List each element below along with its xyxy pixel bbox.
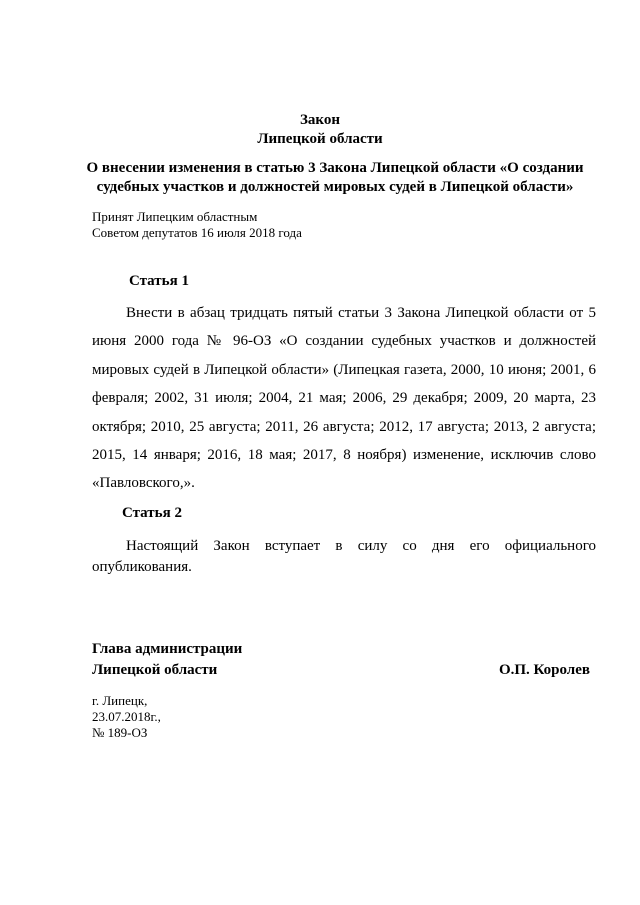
adoption-line-2: Советом депутатов 16 июля 2018 года: [92, 225, 302, 240]
law-subject: О внесении изменения в статью 3 Закона Липецкой области «О создании судебных участков и должностей мировых судей в Липецкой области»: [86, 160, 584, 195]
law-region: Липецкой области: [257, 131, 383, 147]
footer-city: г. Липецк,: [92, 693, 148, 708]
signatory-position-line-2: Липецкой области: [92, 662, 218, 678]
article-1-body: Внести в абзац тридцать пятый статьи 3 Закона Липецкой области от 5 июня 2000 года № 96-ОЗ «О создании судебных участков и должностей мировых судей в Липецкой области» (Липецкая газета, 2000, 10 июня; 2001, 6 февраля; 2002, 31 июля; 2004, 21 мая; 2006, 29 декабря; 2009, 20 марта, 23 октября; 2010, 25 августа; 2011, 26 августа; 2012, 17 августа; 2013, 2 августа; 2015, 14 января; 2016, 18 мая; 2017, 8 ноября) изменение, исключив слово «Павловского,».: [92, 305, 596, 492]
footer-number: № 189-ОЗ: [92, 725, 148, 740]
article-1-text: [92, 299, 596, 498]
document-footer: [92, 693, 161, 741]
article-2-body: Настоящий Закон вступает в силу со дня его официального опубликования.: [92, 538, 596, 575]
article-1-title: Статья 1: [129, 273, 189, 289]
article-2-text: [92, 536, 596, 578]
law-title: Закон: [299, 112, 340, 128]
adoption-note: [92, 209, 302, 241]
signatory-name: О.П. Королев: [498, 662, 590, 678]
signature-block: [92, 639, 596, 681]
footer-date: 23.07.2018г.,: [92, 709, 161, 724]
adoption-line-1: Принят Липецким областным: [92, 209, 258, 224]
article-2-title: Статья 2: [122, 505, 182, 521]
signatory-position-line-1: Глава администрации: [92, 641, 243, 657]
